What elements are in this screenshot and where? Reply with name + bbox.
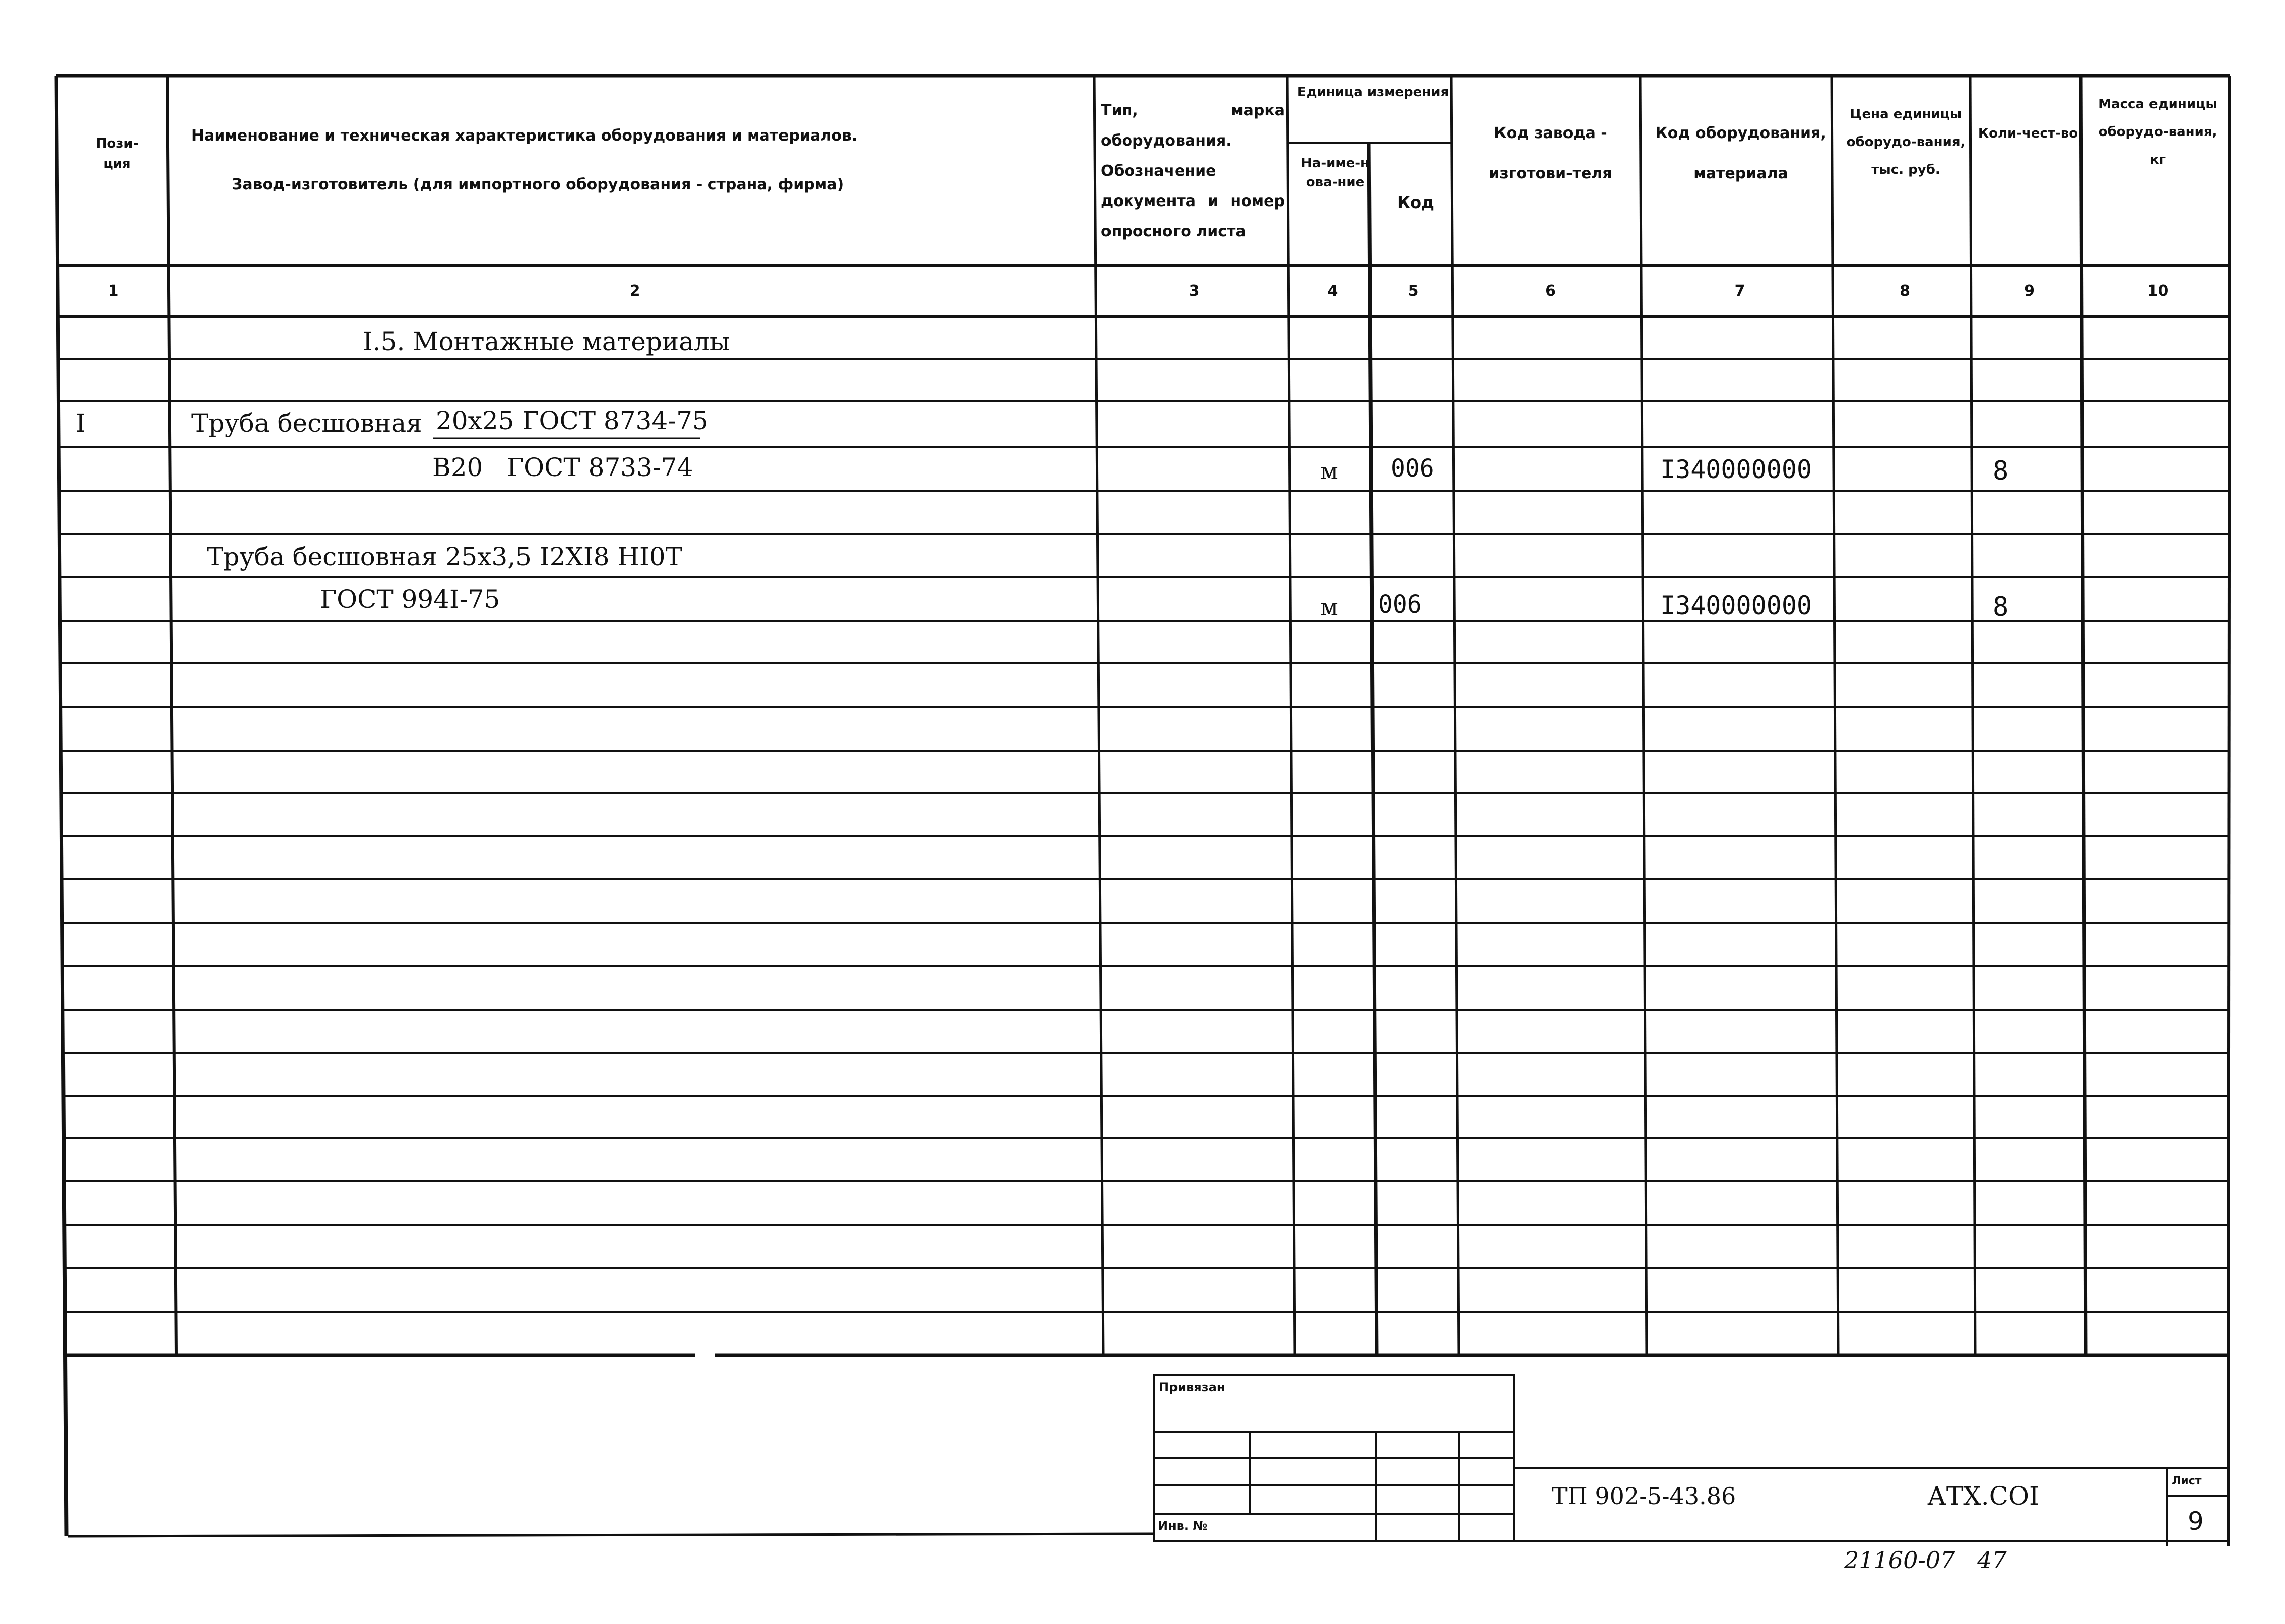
stamp-inv-label: Инв. № bbox=[1158, 1519, 1208, 1533]
header-unit-group: Единица измерения bbox=[1297, 85, 1449, 100]
column-number: 10 bbox=[2147, 282, 2169, 300]
header-col5: Код bbox=[1397, 193, 1434, 212]
header-col9: Коли-чест-во bbox=[1978, 126, 2078, 141]
column-number: 5 bbox=[1408, 282, 1419, 300]
section-title: I.5. Монтажные материалы bbox=[363, 327, 730, 356]
column-number: 9 bbox=[2024, 282, 2035, 300]
header-col7: Код оборудования, материала bbox=[1655, 124, 1826, 182]
item-unit-code: 006 bbox=[1378, 590, 1422, 619]
column-number: 8 bbox=[1900, 282, 1910, 300]
item-position: I bbox=[76, 409, 86, 438]
column-number: 2 bbox=[629, 282, 640, 300]
item-unit-code: 006 bbox=[1391, 454, 1434, 483]
header-col8: Цена единицы оборудо-вания, тыс. руб. bbox=[1846, 107, 1966, 177]
item-spec-line2: В20 ГОСТ 8733-74 bbox=[432, 453, 693, 482]
item-material-code: I340000000 bbox=[1660, 591, 1812, 620]
header-col10: Масса единицы оборудо-вания, кг bbox=[2098, 97, 2217, 167]
item-quantity: 8 bbox=[1993, 592, 2009, 622]
column-number: 3 bbox=[1189, 282, 1200, 300]
item-unit: м bbox=[1320, 457, 1338, 485]
doc-code: ТП 902-5-43.86 bbox=[1552, 1482, 1736, 1510]
item-name: Труба бесшовная bbox=[191, 409, 422, 438]
header-col2-line1: Наименование и техническая характеристика оборудования и материалов. bbox=[191, 127, 858, 145]
doc-mark: АТХ.COI bbox=[1927, 1481, 2039, 1511]
stamp-tied-label: Привязан bbox=[1159, 1380, 1225, 1394]
header-col2-line2: Завод-изготовитель (для импортного оборудования - страна, фирма) bbox=[232, 176, 844, 193]
column-number: 7 bbox=[1734, 282, 1745, 300]
header-col3: Тип, марка оборудования. Обозначение документа и номер опросного листа bbox=[1101, 102, 1285, 240]
item-spec: 20х25 ГОСТ 8734-75 bbox=[436, 406, 708, 435]
item-unit: м bbox=[1320, 593, 1338, 621]
item-material-code: I340000000 bbox=[1660, 455, 1812, 484]
column-number: 1 bbox=[108, 282, 119, 300]
header-col4: На-име-нова-ние bbox=[1301, 156, 1369, 190]
item-spec-line2: ГОСТ 994I-75 bbox=[320, 585, 500, 614]
column-number: 6 bbox=[1545, 282, 1556, 300]
column-number: 4 bbox=[1327, 282, 1338, 300]
sheet-number: 9 bbox=[2188, 1507, 2204, 1536]
item-quantity: 8 bbox=[1993, 456, 2009, 486]
sheet-label: Лист bbox=[2172, 1475, 2202, 1487]
header-col1: Пози- ция bbox=[96, 136, 139, 171]
item-name: Труба бесшовная 25х3,5 I2XI8 HI0Т bbox=[207, 542, 682, 571]
header-col6: Код завода - изготови-теля bbox=[1489, 124, 1612, 182]
footer-number: 21160-07 47 bbox=[1844, 1546, 2007, 1574]
